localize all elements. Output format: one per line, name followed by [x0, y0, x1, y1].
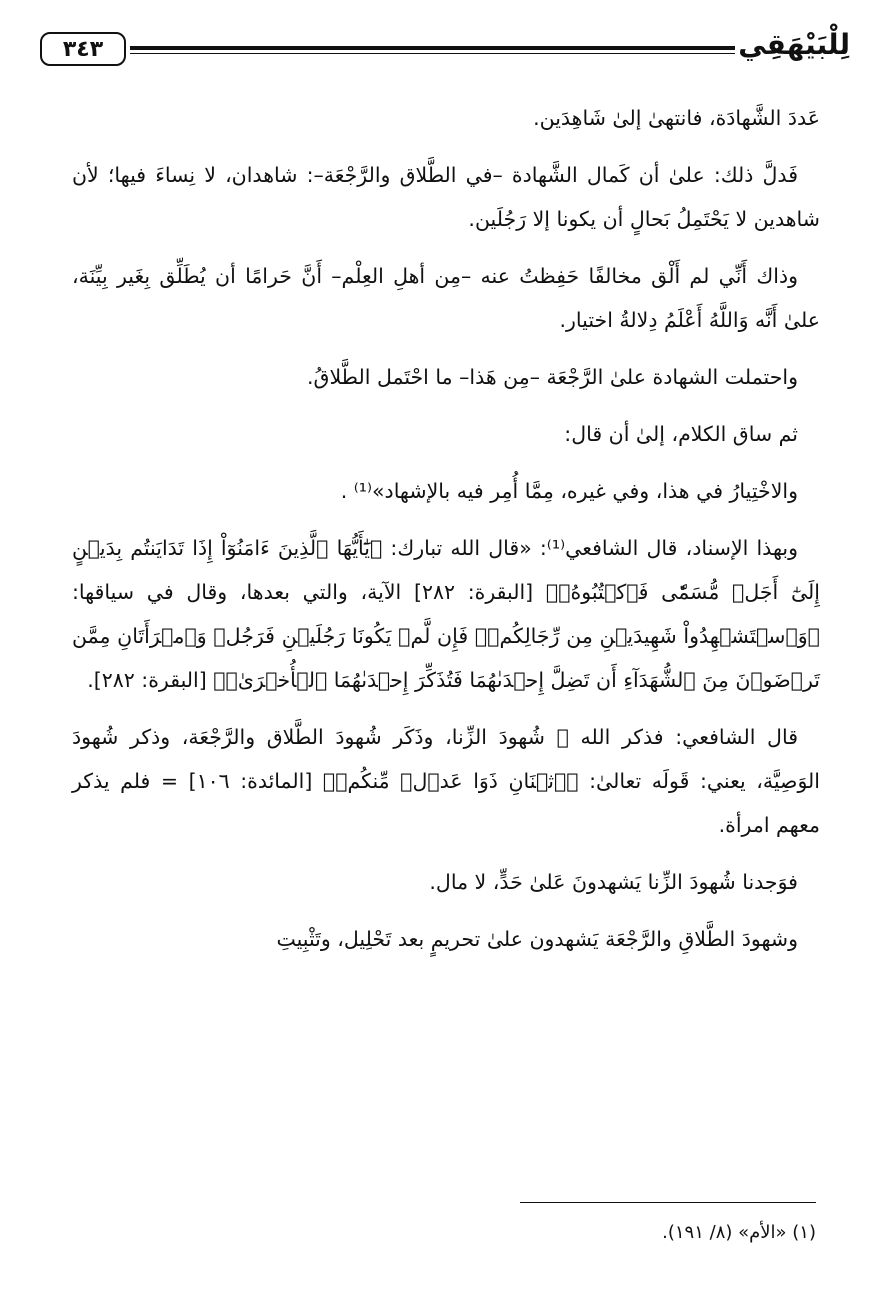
paragraph: وذاك أَنِّي لم أَلْق مخالفًا حَفِظتُ عنه –مِن أهلِ العِلْم– أَنَّ حَرامًا أن يُطَلِّق بِغَير بِيِّنَة، علىٰ أَنَّه وَاللَّهُ أَعْلَمُ دِلالةُ اختيار. — [72, 264, 820, 332]
paragraph: والاخْتِيارُ في هذا، وفي غيره، مِمَّا أُمِر فيه بالإشهاد»⁽¹⁾ . — [340, 479, 798, 503]
paragraph: عَددَ الشَّهادَة، فانتهىٰ إلىٰ شَاهِدَين. — [533, 106, 820, 130]
footnote-separator — [520, 1202, 816, 1203]
footnote: (١) «الأم» (٨/ ١٩١). — [662, 1222, 816, 1243]
paragraph: فوَجدنا شُهودَ الزِّنا يَشهدونَ عَلىٰ حَدٍّ، لا مال. — [429, 870, 798, 894]
page-header — [40, 28, 850, 74]
paragraph: واحتملت الشهادة علىٰ الرَّجْعَة –مِن هَذا– ما احْتَمل الطَّلاقُ. — [307, 365, 798, 389]
paragraph: فَدلَّ ذلك: علىٰ أن كَمال الشَّهادة –في الطَّلاق والرَّجْعَة–: شاهدان، لا نِساءَ فيها؛ لأن شاهدين لا يَحْتَمِلُ بَحالٍ أن يكونا إلا رَجُلَين. — [72, 163, 820, 231]
paragraph: ثم ساق الكلام، إلىٰ أن قال: — [564, 422, 798, 446]
main-text — [72, 96, 820, 974]
page-number: ٣٤٣ — [40, 32, 126, 66]
paragraph: وبهذا الإسناد، قال الشافعي⁽¹⁾: «قال الله تبارك: ﴿يَٰٓأَيُّهَا ٱلَّذِينَ ءَامَنُوٓاْ إِذَا تَدَايَنتُم بِدَيۡنٍ إِلَىٰٓ أَجَلٖ مُّسَمّٗى فَٱكۡتُبُوهُۚ﴾ [البقرة: ٢٨٢] الآية، والتي بعدها، وقال في سياقها: ﴿وَٱسۡتَشۡهِدُواْ شَهِيدَيۡنِ مِن رِّجَالِكُمۡۖ فَإِن لَّمۡ يَكُونَا رَجُلَيۡنِ فَرَجُلٞ وَٱمۡرَأَتَانِ مِمَّن تَرۡضَوۡنَ مِنَ ٱلشُّهَدَآءِ أَن تَضِلَّ إِحۡدَىٰهُمَا فَتُذَكِّرَ إِحۡدَىٰهُمَا ٱلۡأُخۡرَىٰۚ﴾ [البقرة: ٢٨٢]. — [72, 536, 820, 692]
header-rule — [130, 46, 735, 50]
header-rule-thin — [130, 53, 735, 54]
paragraph: قال الشافعي: فذكر الله ﷻ شُهودَ الزِّنا، وذَكَر شُهودَ الطَّلاق والرَّجْعَة، وذكر شُهودَ الوَصِيَّة، يعني: قَولَه تعالىٰ: ﴿ٱثۡنَانِ ذَوَا عَدۡلٖ مِّنكُمۡ﴾ [المائدة: ١٠٦] = فلم يذكر معهم امرأة. — [72, 725, 820, 837]
paragraph: وشهودَ الطَّلاقِ والرَّجْعَة يَشهدون علىٰ تحريمٍ بعد تَحْلِيل، وتَثْبِيتِ — [276, 927, 798, 951]
running-title: لِلْبَيْهَقِي — [738, 28, 850, 61]
